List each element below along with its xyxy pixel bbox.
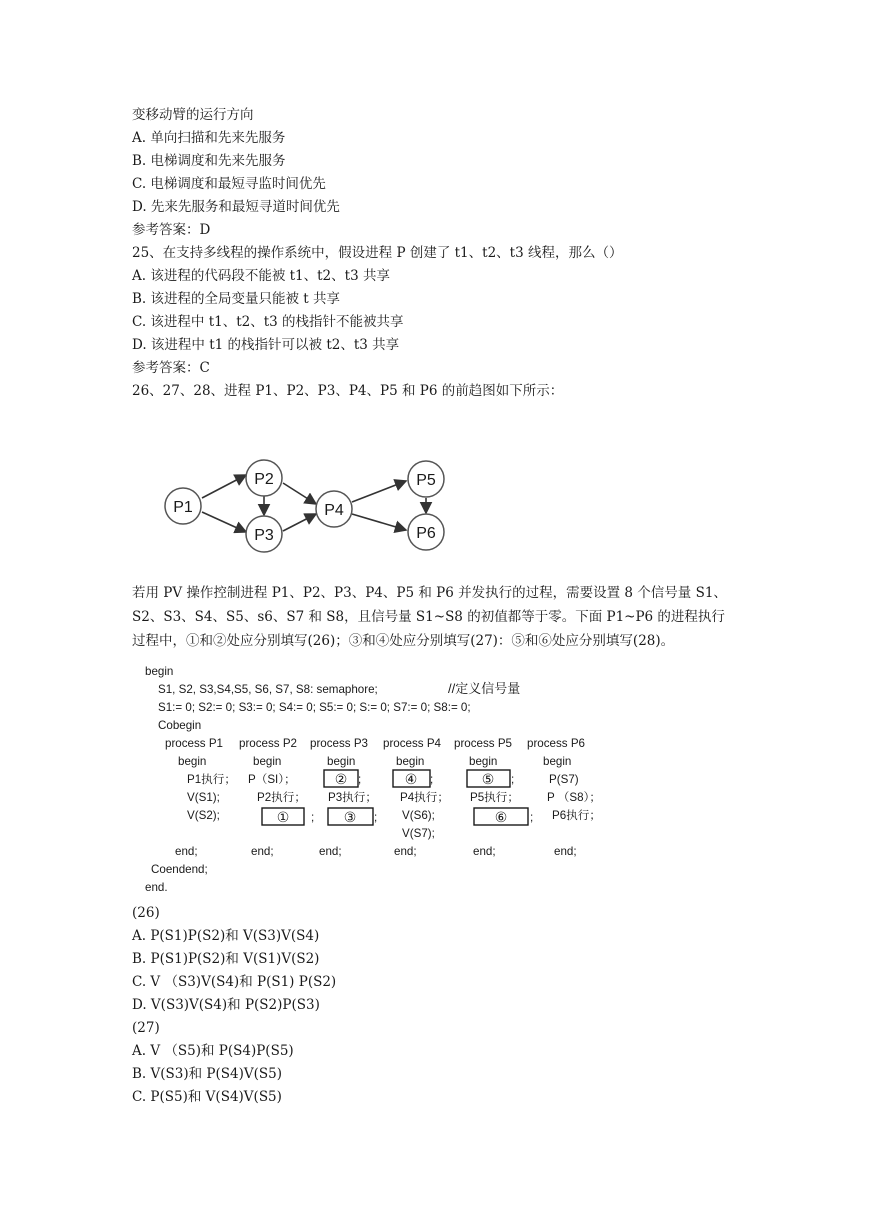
process-header: process P4 xyxy=(383,737,441,750)
text-line: (27) xyxy=(132,1020,160,1036)
blank-marker-5: ⑤ xyxy=(481,772,495,788)
p4-stmt: ; xyxy=(430,773,434,786)
p6-stmt: P(S7) xyxy=(549,773,579,786)
pv-code-figure xyxy=(138,660,618,900)
node-label: P4 xyxy=(324,502,344,519)
code-coend: Coendend; xyxy=(151,863,208,876)
process-header: process P6 xyxy=(527,737,585,750)
process-begin: begin xyxy=(178,755,207,768)
text-line: 若用 PV 操作控制进程 P1、P2、P3、P4、P5 和 P6 并发执行的过程，需要设置 8 个信号量 S1、 xyxy=(132,585,727,601)
text-line: 过程中，①和②处应分别填写(26)；③和④处应分别填写(27)：⑤和⑥处应分别填写(28)。 xyxy=(132,633,675,649)
p3-stmt: ; xyxy=(374,811,378,824)
edge-p1-p3 xyxy=(202,512,246,532)
node-label: P1 xyxy=(173,499,193,516)
text-line: A. 该进程的代码段不能被 t1、t2、t3 共享 xyxy=(132,268,390,284)
text-line: S2、S3、S4、S5、s6、S7 和 S8，且信号量 S1~S8 的初值都等于零。下面 P1~P6 的进程执行 xyxy=(132,609,725,625)
blank-marker-6: ⑥ xyxy=(494,810,508,826)
code-cobegin: Cobegin xyxy=(158,719,202,732)
code-init: S1:= 0; S2:= 0; S3:= 0; S4:= 0; S5:= 0; S:= 0; S7:= 0; S8:= 0; xyxy=(158,701,471,714)
text-line: C. P(S5)和 V(S4)V(S5) xyxy=(132,1089,282,1105)
text-line: C. 电梯调度和最短寻监时间优先 xyxy=(132,176,326,192)
blank-marker-1: ① xyxy=(276,810,290,826)
process-end: end; xyxy=(554,845,577,858)
edge-p2-p4 xyxy=(283,483,316,504)
process-end: end; xyxy=(251,845,274,858)
text-line: D. V(S3)V(S4)和 P(S2)P(S3) xyxy=(132,997,320,1013)
process-end: end; xyxy=(473,845,496,858)
text-line: D. 该进程中 t1 的栈指针可以被 t2、t3 共享 xyxy=(132,337,400,353)
text-line: B. V(S3)和 P(S4)V(S5) xyxy=(132,1066,282,1082)
p1-stmt: V(S1); xyxy=(187,791,220,804)
text-line: 参考答案：D xyxy=(132,222,211,238)
text-line: 参考答案：C xyxy=(132,360,210,376)
node-label: P3 xyxy=(254,527,274,544)
process-begin: begin xyxy=(469,755,498,768)
edge-p1-p2 xyxy=(202,475,246,498)
process-header: process P2 xyxy=(239,737,297,750)
p4-stmt: V(S7); xyxy=(402,827,435,840)
process-end: end; xyxy=(319,845,342,858)
text-line: (26) xyxy=(132,905,160,921)
process-begin: begin xyxy=(327,755,356,768)
node-label: P5 xyxy=(416,472,436,489)
node-label: P6 xyxy=(416,525,436,542)
p2-stmt: P2执行； xyxy=(257,791,306,804)
text-line: 变移动臂的运行方向 xyxy=(132,107,254,123)
text-line: 26、27、28、进程 P1、P2、P3、P4、P5 和 P6 的前趋图如下所示： xyxy=(132,383,564,399)
text-line: B. P(S1)P(S2)和 V(S1)V(S2) xyxy=(132,951,320,967)
text-line: 25、在支持多线程的操作系统中，假设进程 P 创建了 t1、t2、t3 线程，那么（） xyxy=(132,245,623,261)
text-line: B. 该进程的全局变量只能被 t 共享 xyxy=(132,291,341,307)
p5-stmt: P5执行； xyxy=(470,791,519,804)
code-comment: //定义信号量 xyxy=(448,681,521,696)
p6-stmt: P （S8）； xyxy=(547,791,601,804)
p5-stmt: ; xyxy=(511,773,515,786)
text-line: D. 先来先服务和最短寻道时间优先 xyxy=(132,199,340,215)
text-line: B. 电梯调度和先来先服务 xyxy=(132,153,286,169)
text-line: A. P(S1)P(S2)和 V(S3)V(S4) xyxy=(132,928,320,944)
text-line: A. V （S5)和 P(S4)P(S5) xyxy=(132,1043,294,1059)
process-end: end; xyxy=(175,845,198,858)
edge-p4-p6 xyxy=(352,514,406,530)
process-begin: begin xyxy=(253,755,282,768)
process-header: process P5 xyxy=(454,737,512,750)
code-end: end. xyxy=(145,881,168,894)
blank-marker-3: ③ xyxy=(343,810,357,826)
code-begin: begin xyxy=(145,665,174,678)
p3-stmt: ; xyxy=(358,773,362,786)
process-end: end; xyxy=(394,845,417,858)
p3-stmt: P3执行； xyxy=(328,791,377,804)
p2-stmt: ; xyxy=(311,811,315,824)
text-line: C. 该进程中 t1、t2、t3 的栈指针不能被共享 xyxy=(132,314,404,330)
node-label: P2 xyxy=(254,471,274,488)
process-begin: begin xyxy=(543,755,572,768)
p5-stmt: ; xyxy=(530,811,534,824)
blank-marker-4: ④ xyxy=(404,772,418,788)
p1-stmt: V(S2); xyxy=(187,809,220,822)
code-declare: S1, S2, S3,S4,S5, S6, S7, S8: semaphore; xyxy=(158,683,378,696)
process-header: process P3 xyxy=(310,737,368,750)
p2-stmt: P（SI）； xyxy=(248,773,296,786)
p6-stmt: P6执行； xyxy=(552,809,601,822)
p4-stmt: P4执行； xyxy=(400,791,449,804)
process-begin: begin xyxy=(396,755,425,768)
p1-stmt: P1执行； xyxy=(187,773,236,786)
blank-marker-2: ② xyxy=(334,772,348,788)
text-line: A. 单向扫描和先来先服务 xyxy=(132,130,286,146)
process-header: process P1 xyxy=(165,737,223,750)
text-line: C. V （S3)V(S4)和 P(S1) P(S2) xyxy=(132,974,337,990)
edge-p3-p4 xyxy=(283,514,316,531)
edge-p4-p5 xyxy=(352,481,406,502)
p4-stmt: V(S6); xyxy=(402,809,435,822)
precedence-graph xyxy=(150,452,460,562)
